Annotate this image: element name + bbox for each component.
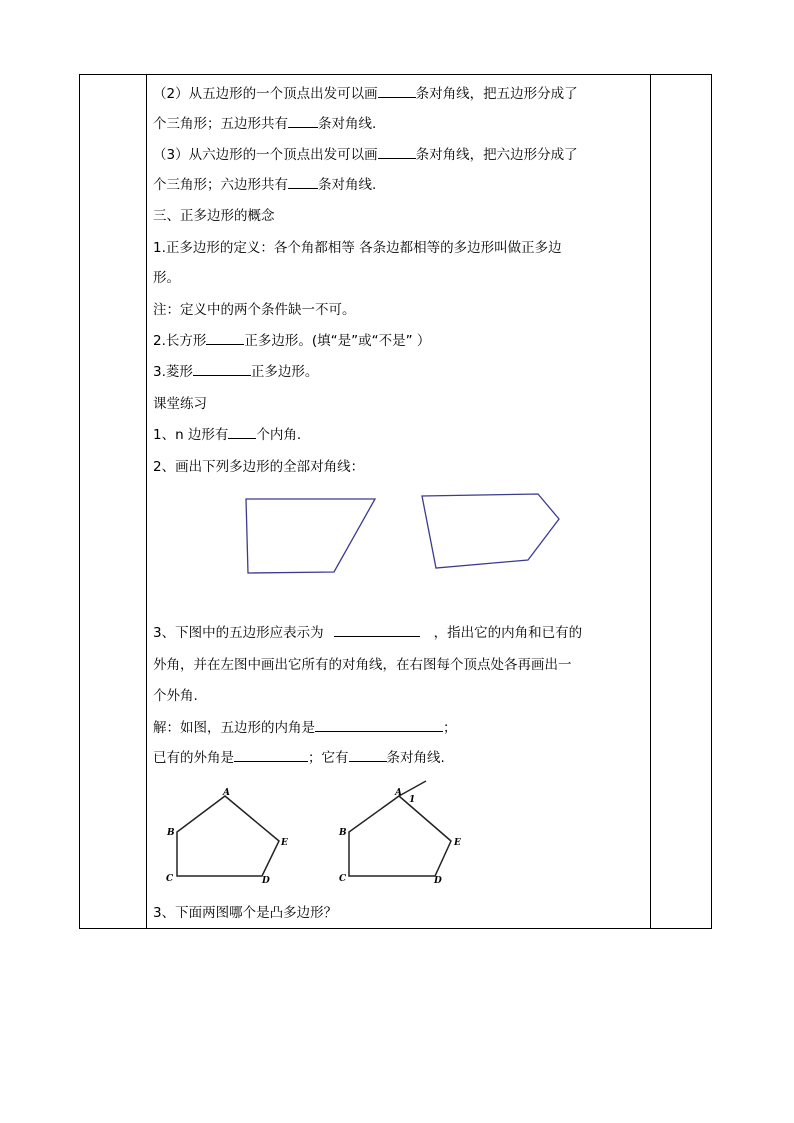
label-D: D xyxy=(434,876,442,886)
definition-text: 1.正多边形的定义：各个角都相等 各条边都相等的多边形叫做正多边 xyxy=(153,240,562,256)
label-E: E xyxy=(454,838,461,848)
label-B: B xyxy=(339,828,347,838)
label-E: E xyxy=(281,838,288,848)
section-heading: 三、正多边形的概念 xyxy=(153,208,275,224)
label-B: B xyxy=(167,828,175,838)
solution-line-2: 已有的外角是 ；它有 条对角线. xyxy=(153,750,445,766)
question-rectangle: 2.长方形 正多边形。(填“是”或“不是” ） xyxy=(153,333,431,349)
exercise-1: 1、n 边形有 个内角. xyxy=(153,427,302,443)
exercise-3: 3、下图中的五边形应表示为 ，指出它的内角和已有的 xyxy=(153,625,583,641)
label-D: D xyxy=(262,876,270,886)
label-angle-1: 1 xyxy=(409,795,416,805)
exercise-convex: 3、下面两图哪个是凸多边形？ xyxy=(153,905,338,921)
right-pentagon xyxy=(349,796,451,876)
note-text: 注：定义中的两个条件缺一不可。 xyxy=(153,302,356,318)
label-C: C xyxy=(166,874,174,884)
solution-line: 解：如图，五边形的内角是 ； xyxy=(153,720,457,736)
text-line-pentagon-total: 个三角形；五边形共有 条对角线. xyxy=(153,116,377,132)
text-line-pentagon-diagonals: （2）从五边形的一个顶点出发可以画 条对角线，把五边形分成了 xyxy=(153,86,578,102)
extension-line xyxy=(399,781,426,796)
left-pentagon xyxy=(177,796,279,876)
text-line-hexagon-diagonals: （3）从六边形的一个顶点出发可以画 条对角线，把六边形分成了 xyxy=(153,147,578,163)
text-line-hexagon-total: 个三角形；六边形共有 条对角线. xyxy=(153,177,377,193)
definition-text-cont: 形。 xyxy=(153,270,180,286)
exercise-2: 2、画出下列多边形的全部对角线： xyxy=(153,459,365,475)
question-rhombus: 3.菱形 正多边形。 xyxy=(153,364,319,380)
exercise-heading: 课堂练习 xyxy=(153,396,207,412)
label-C: C xyxy=(339,874,347,884)
exercise-3-cont: 外角，并在左图中画出它所有的对角线，在右图每个顶点处各再画出一 xyxy=(153,657,572,673)
label-A: A xyxy=(395,788,402,798)
label-A: A xyxy=(223,788,230,798)
exercise-3-cont2: 个外角. xyxy=(153,688,198,704)
